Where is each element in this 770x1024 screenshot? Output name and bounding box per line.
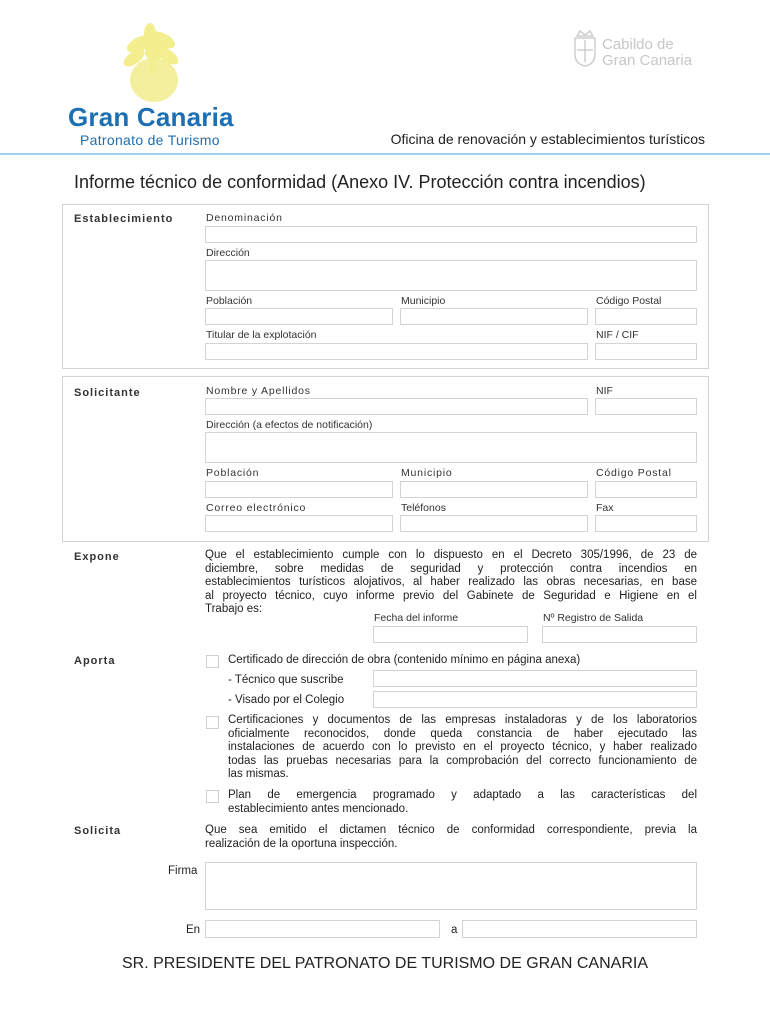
solicita-text [205,824,697,851]
certificaciones-line-3: instalaciones de acuerdo con lo previsto en el proyecto técnico, y haber realizado [228,741,697,753]
sol-codigo-postal-label: Código Postal [596,467,672,479]
solicita-label: Solicita [74,825,122,837]
expone-line-3: establecimientos turísticos alojativos, al haber realizado las obras necesarias, en base [205,576,697,588]
direccion-notificacion-label: Dirección (a efectos de notificación) [206,419,373,431]
fecha-firma-input[interactable] [462,920,697,938]
sol-codigo-postal-input[interactable] [595,481,697,498]
plan-emergencia-line-1: Plan de emergencia programado y adaptado a las características del [228,789,697,801]
nombre-label: Nombre y Apellidos [206,385,311,397]
plan-emergencia-text [228,789,697,816]
tecnico-label: - Técnico que suscribe [228,674,344,686]
visado-input[interactable] [373,691,697,708]
visado-label: - Visado por el Colegio [228,694,345,706]
nif-cif-label: NIF / CIF [596,329,639,341]
sol-municipio-label: Municipio [401,467,453,479]
direccion-notificacion-input[interactable] [205,432,697,463]
expone-line-5: Trabajo es: [205,603,263,615]
certificaciones-line-4: todas las pruebas necesarias para la comprobación del correcto funcionamiento de [228,754,697,767]
poblacion-label: Población [206,295,253,307]
header-divider [0,153,770,155]
correo-label: Correo electrónico [206,502,307,514]
fecha-informe-label: Fecha del informe [374,612,459,624]
certificaciones-line-2: oficialmente reconocidos, donde queda constancia de haber ejecutado las [228,727,697,740]
expone-line-4: al proyecto técnico, cuyo informe previo del Gabinete de Seguridad e Higiene en el [205,589,697,602]
certificado-checkbox[interactable] [206,655,219,668]
logo-subtitle: Patronato de Turismo [80,132,220,148]
municipio-input[interactable] [400,308,588,325]
tecnico-input[interactable] [373,670,697,687]
sol-municipio-input[interactable] [400,481,588,498]
cabildo-name [602,37,692,69]
a-label: a [451,924,458,936]
expone-line-1: Que el establecimiento cumple con lo dispuesto en el Decreto 305/1996, de 23 de [205,549,697,561]
certificaciones-line-1: Certificaciones y documentos de las empresas instaladoras y de los laboratorios [228,714,697,726]
plan-emergencia-line-2: establecimiento antes mencionado. [228,802,409,815]
certificaciones-checkbox[interactable] [206,716,219,729]
titular-input[interactable] [205,343,588,360]
en-label: En [186,924,201,936]
expone-line-2: diciembre, sobre medidas de seguridad y protección contra incendios en [205,562,697,575]
registro-salida-input[interactable] [542,626,697,643]
logo-title: Gran Canaria [68,102,234,132]
fax-label: Fax [596,502,614,514]
telefonos-label: Teléfonos [401,502,446,514]
cabildo-crest-icon [572,28,598,68]
poblacion-input[interactable] [205,308,393,325]
nif-cif-input[interactable] [595,343,697,360]
denominacion-label: Denominación [206,212,283,224]
certificado-text: Certificado de dirección de obra (contenido mínimo en página anexa) [228,654,581,666]
municipio-label: Municipio [401,295,446,307]
direccion-input[interactable] [205,260,697,291]
sol-poblacion-label: Población [206,467,260,479]
sol-poblacion-input[interactable] [205,481,393,498]
cabildo-line-1: Cabildo de [602,36,674,53]
plan-emergencia-checkbox[interactable] [206,790,219,803]
denominacion-input[interactable] [205,226,697,243]
solicitante-label: Solicitante [74,387,141,399]
registro-salida-label: Nº Registro de Salida [543,612,644,624]
aporta-label: Aporta [74,655,116,667]
cabildo-line-2: Gran Canaria [602,52,693,69]
fax-input[interactable] [595,515,697,532]
expone-label: Expone [74,551,120,563]
en-input[interactable] [205,920,440,938]
titular-label: Titular de la explotación [206,329,317,341]
codigo-postal-input[interactable] [595,308,697,325]
establecimiento-label: Establecimiento [74,213,174,225]
correo-input[interactable] [205,515,393,532]
gran-canaria-logo-icon [110,22,190,104]
solicita-line-2: realización de la oportuna inspección. [205,837,398,850]
solicita-line-1: Que sea emitido el dictamen técnico de conformidad correspondiente, previa la [205,824,697,836]
fecha-informe-input[interactable] [373,626,528,643]
firma-label: Firma [168,865,198,877]
addressee: SR. PRESIDENTE DEL PATRONATO DE TURISMO DE GRAN CANARIA [121,955,648,972]
telefonos-input[interactable] [400,515,588,532]
expone-text [205,549,697,617]
nombre-input[interactable] [205,398,588,415]
certificaciones-line-5: las mismas. [228,768,289,780]
document-title: Informe técnico de conformidad (Anexo IV. Protección contra incendios) [74,172,646,192]
office-name: Oficina de renovación y establecimientos turísticos [390,131,705,147]
certificaciones-text [228,714,697,782]
firma-input[interactable] [205,862,697,910]
codigo-postal-label: Código Postal [596,295,662,307]
nif-input[interactable] [595,398,697,415]
nif-label: NIF [596,385,613,397]
direccion-label: Dirección [206,247,250,259]
